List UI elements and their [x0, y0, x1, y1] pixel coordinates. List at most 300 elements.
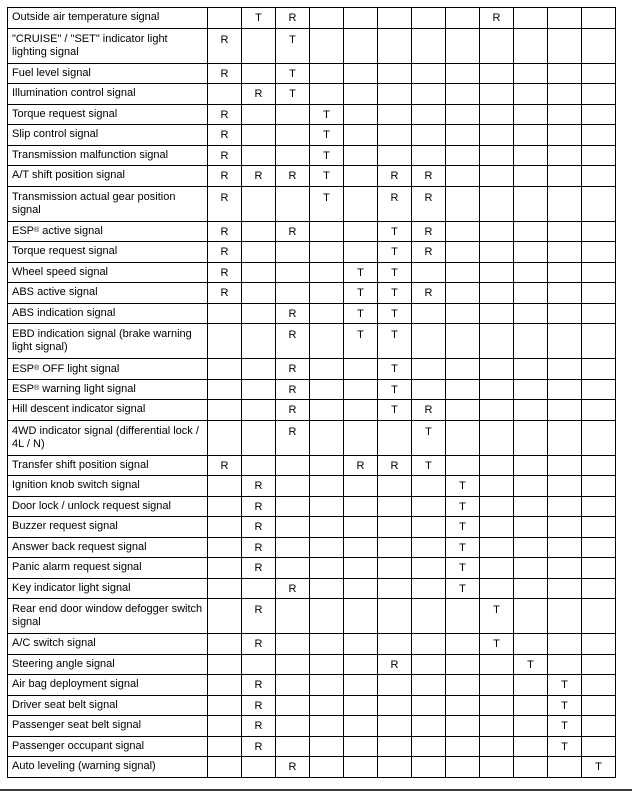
signal-mark-cell: T [344, 303, 378, 324]
signal-mark-cell [480, 262, 514, 283]
signal-mark-cell: R [208, 145, 242, 166]
signal-mark-cell [480, 221, 514, 242]
signal-name-cell [8, 675, 208, 696]
signal-mark-cell [412, 675, 446, 696]
signal-mark-cell [480, 675, 514, 696]
signal-mark-cell [548, 634, 582, 655]
signal-mark-cell [344, 379, 378, 400]
signal-mark-cell [582, 186, 616, 221]
signal-mark-cell [582, 104, 616, 125]
signal-mark-cell [378, 675, 412, 696]
signal-mark-cell [344, 420, 378, 455]
signal-mark-cell: R [276, 379, 310, 400]
table-row [8, 400, 616, 421]
signal-mark-cell: T [378, 400, 412, 421]
signal-name: Torque request signal [12, 245, 118, 258]
signal-mark-cell [514, 455, 548, 476]
signal-mark-cell [344, 242, 378, 263]
signal-name: Passenger seat belt signal [12, 719, 142, 732]
signal-mark-cell [582, 476, 616, 497]
signal-mark-cell: R [242, 476, 276, 497]
signal-name-suffix: warning light signal [39, 383, 136, 396]
signal-mark-cell [480, 186, 514, 221]
signal-mark-cell [276, 283, 310, 304]
signal-mark-cell [208, 84, 242, 105]
signal-mark-cell [378, 84, 412, 105]
signal-mark-cell [208, 420, 242, 455]
signal-mark-cell [548, 303, 582, 324]
signal-mark-cell [412, 303, 446, 324]
table-row [8, 303, 616, 324]
signal-mark-cell [276, 517, 310, 538]
signal-name-cell [8, 400, 208, 421]
signal-mark-cell [344, 400, 378, 421]
table-row [8, 420, 616, 455]
signal-mark-cell [548, 558, 582, 579]
signal-mark-cell [548, 242, 582, 263]
signal-mark-cell: R [208, 283, 242, 304]
signal-mark-cell [208, 695, 242, 716]
signal-mark-cell [446, 695, 480, 716]
signal-mark-cell [446, 221, 480, 242]
signal-mark-cell: R [276, 166, 310, 187]
signal-mark-cell [310, 221, 344, 242]
signal-name-cell [8, 186, 208, 221]
table-row [8, 186, 616, 221]
signal-mark-cell [208, 476, 242, 497]
signal-mark-cell: R [208, 262, 242, 283]
signal-name: Buzzer request signal [12, 520, 118, 533]
signal-mark-cell: T [378, 324, 412, 359]
registered-mark-icon: ® [34, 385, 40, 393]
table-row [8, 242, 616, 263]
signal-mark-cell [480, 283, 514, 304]
signal-mark-cell [242, 359, 276, 380]
signal-mark-cell [344, 28, 378, 63]
signal-mark-cell [208, 8, 242, 29]
signal-mark-cell [446, 379, 480, 400]
signal-mark-cell [548, 84, 582, 105]
signal-mark-cell [548, 420, 582, 455]
signal-mark-cell [208, 716, 242, 737]
table-row [8, 654, 616, 675]
signal-mark-cell: T [276, 28, 310, 63]
signal-mark-cell [480, 242, 514, 263]
signal-matrix-table [7, 7, 616, 778]
signal-mark-cell: R [276, 757, 310, 778]
signal-mark-cell [480, 716, 514, 737]
signal-mark-cell [480, 517, 514, 538]
signal-mark-cell [514, 400, 548, 421]
bottom-rule [0, 789, 632, 791]
signal-mark-cell [446, 303, 480, 324]
signal-mark-cell [514, 84, 548, 105]
table-row [8, 455, 616, 476]
signal-mark-cell [310, 578, 344, 599]
signal-name-cell [8, 63, 208, 84]
table-row [8, 8, 616, 29]
signal-mark-cell [378, 537, 412, 558]
signal-mark-cell [514, 324, 548, 359]
signal-mark-cell [514, 634, 548, 655]
signal-mark-cell [378, 634, 412, 655]
signal-mark-cell: T [378, 221, 412, 242]
signal-name: Panic alarm request signal [12, 561, 142, 574]
signal-mark-cell [344, 125, 378, 146]
signal-mark-cell [446, 8, 480, 29]
signal-mark-cell [582, 578, 616, 599]
signal-mark-cell [412, 145, 446, 166]
signal-mark-cell [582, 654, 616, 675]
signal-mark-cell [412, 537, 446, 558]
signal-mark-cell [378, 63, 412, 84]
signal-mark-cell: R [412, 400, 446, 421]
signal-mark-cell [582, 496, 616, 517]
signal-name-cell [8, 283, 208, 304]
signal-mark-cell [582, 166, 616, 187]
signal-mark-cell [514, 716, 548, 737]
signal-mark-cell [344, 716, 378, 737]
signal-mark-cell [378, 716, 412, 737]
signal-mark-cell [310, 675, 344, 696]
signal-name: Fuel level signal [12, 66, 91, 79]
signal-name: A/C switch signal [12, 637, 96, 650]
signal-mark-cell [276, 125, 310, 146]
signal-name-cell [8, 84, 208, 105]
signal-mark-cell [378, 496, 412, 517]
table-row [8, 558, 616, 579]
signal-mark-cell [344, 145, 378, 166]
signal-mark-cell [548, 578, 582, 599]
signal-mark-cell [242, 242, 276, 263]
registered-mark-icon: ® [34, 364, 40, 372]
signal-mark-cell [582, 517, 616, 538]
signal-mark-cell [344, 476, 378, 497]
signal-mark-cell: R [276, 578, 310, 599]
signal-mark-cell [276, 599, 310, 634]
signal-mark-cell: R [242, 736, 276, 757]
signal-mark-cell: R [412, 242, 446, 263]
signal-mark-cell [412, 84, 446, 105]
table-row [8, 716, 616, 737]
signal-mark-cell: R [344, 455, 378, 476]
signal-mark-cell [344, 359, 378, 380]
signal-mark-cell: R [242, 599, 276, 634]
signal-mark-cell [582, 8, 616, 29]
signal-name: Illumination control signal [12, 87, 136, 100]
signal-mark-cell [446, 125, 480, 146]
signal-mark-cell [276, 104, 310, 125]
signal-name-cell [8, 716, 208, 737]
signal-mark-cell [582, 84, 616, 105]
signal-mark-cell [310, 558, 344, 579]
signal-mark-cell [582, 359, 616, 380]
signal-mark-cell [412, 496, 446, 517]
signal-mark-cell: T [310, 186, 344, 221]
signal-mark-cell [344, 736, 378, 757]
signal-mark-cell [208, 634, 242, 655]
signal-name-cell [8, 496, 208, 517]
signal-name-cell [8, 125, 208, 146]
signal-mark-cell: T [378, 359, 412, 380]
signal-mark-cell [310, 84, 344, 105]
signal-mark-cell: R [412, 283, 446, 304]
signal-mark-cell [276, 537, 310, 558]
signal-mark-cell [514, 63, 548, 84]
signal-name-cell [8, 145, 208, 166]
signal-mark-cell [582, 63, 616, 84]
signal-name: Door lock / unlock request signal [12, 499, 171, 512]
signal-mark-cell: R [242, 716, 276, 737]
signal-mark-cell [446, 675, 480, 696]
table-row [8, 757, 616, 778]
signal-name-suffix: OFF light signal [39, 362, 120, 375]
signal-mark-cell [480, 63, 514, 84]
signal-mark-cell: R [208, 221, 242, 242]
signal-mark-cell: R [208, 63, 242, 84]
signal-mark-cell [276, 496, 310, 517]
table-row [8, 496, 616, 517]
signal-name-cell [8, 324, 208, 359]
signal-mark-cell [208, 736, 242, 757]
signal-mark-cell [514, 359, 548, 380]
signal-mark-cell: T [480, 634, 514, 655]
signal-mark-cell [548, 476, 582, 497]
signal-mark-cell [480, 537, 514, 558]
signal-mark-cell [582, 537, 616, 558]
signal-mark-cell [480, 455, 514, 476]
signal-mark-cell [276, 695, 310, 716]
signal-mark-cell [276, 476, 310, 497]
signal-mark-cell: T [548, 675, 582, 696]
signal-name: Wheel speed signal [12, 265, 109, 278]
signal-table-body [8, 8, 616, 778]
signal-name-cell [8, 104, 208, 125]
signal-mark-cell [276, 558, 310, 579]
signal-mark-cell [446, 400, 480, 421]
signal-mark-cell [548, 221, 582, 242]
signal-mark-cell [208, 324, 242, 359]
signal-mark-cell [582, 379, 616, 400]
signal-mark-cell [378, 125, 412, 146]
signal-name-cell [8, 420, 208, 455]
signal-mark-cell [344, 599, 378, 634]
signal-mark-cell: R [378, 654, 412, 675]
signal-mark-cell [412, 324, 446, 359]
signal-name: Slip control signal [12, 128, 99, 141]
signal-mark-cell [310, 262, 344, 283]
signal-mark-cell: T [378, 242, 412, 263]
signal-mark-cell [310, 476, 344, 497]
signal-mark-cell [344, 104, 378, 125]
signal-name: Driver seat belt signal [12, 698, 118, 711]
signal-name-cell [8, 221, 208, 242]
signal-mark-cell [378, 695, 412, 716]
signal-mark-cell [242, 455, 276, 476]
signal-mark-cell [514, 379, 548, 400]
signal-mark-cell [446, 324, 480, 359]
signal-mark-cell [480, 736, 514, 757]
signal-mark-cell: R [276, 359, 310, 380]
signal-mark-cell [242, 283, 276, 304]
signal-mark-cell: R [242, 166, 276, 187]
signal-mark-cell [310, 757, 344, 778]
signal-mark-cell: T [548, 695, 582, 716]
table-row [8, 675, 616, 696]
signal-mark-cell: T [514, 654, 548, 675]
table-row [8, 166, 616, 187]
signal-mark-cell [548, 324, 582, 359]
signal-mark-cell [344, 517, 378, 538]
registered-mark-icon: ® [34, 227, 40, 235]
signal-mark-cell [378, 599, 412, 634]
signal-mark-cell: T [310, 104, 344, 125]
signal-mark-cell [242, 125, 276, 146]
signal-name-cell [8, 654, 208, 675]
signal-mark-cell [378, 476, 412, 497]
signal-mark-cell: R [378, 166, 412, 187]
signal-mark-cell [548, 455, 582, 476]
signal-mark-cell [208, 578, 242, 599]
signal-mark-cell [276, 634, 310, 655]
signal-name: Air bag deployment signal [12, 678, 139, 691]
signal-mark-cell [242, 757, 276, 778]
signal-mark-cell: R [208, 186, 242, 221]
signal-mark-cell [378, 558, 412, 579]
signal-mark-cell [514, 303, 548, 324]
signal-name: Answer back request signal [12, 540, 147, 553]
signal-mark-cell [344, 578, 378, 599]
signal-mark-cell [276, 654, 310, 675]
signal-mark-cell: R [276, 303, 310, 324]
signal-mark-cell: R [412, 221, 446, 242]
signal-mark-cell: R [242, 558, 276, 579]
signal-mark-cell [480, 166, 514, 187]
signal-mark-cell [514, 578, 548, 599]
signal-mark-cell [480, 558, 514, 579]
signal-name: ABS active signal [12, 286, 98, 299]
table-row [8, 63, 616, 84]
signal-mark-cell [514, 221, 548, 242]
signal-mark-cell [446, 455, 480, 476]
signal-mark-cell [412, 654, 446, 675]
signal-mark-cell: R [276, 8, 310, 29]
signal-mark-cell [276, 262, 310, 283]
signal-mark-cell [480, 28, 514, 63]
signal-mark-cell [208, 558, 242, 579]
table-row [8, 84, 616, 105]
signal-mark-cell: T [548, 716, 582, 737]
signal-mark-cell [548, 28, 582, 63]
signal-mark-cell [582, 28, 616, 63]
signal-mark-cell: T [310, 166, 344, 187]
signal-mark-cell: T [378, 262, 412, 283]
signal-mark-cell [378, 578, 412, 599]
signal-mark-cell: R [242, 537, 276, 558]
signal-mark-cell [344, 675, 378, 696]
signal-mark-cell [514, 757, 548, 778]
signal-name-cell [8, 599, 208, 634]
signal-mark-cell [378, 736, 412, 757]
signal-mark-cell [310, 8, 344, 29]
signal-name: ABS indication signal [12, 306, 116, 319]
table-row [8, 634, 616, 655]
signal-name: Torque request signal [12, 107, 118, 120]
signal-mark-cell [548, 262, 582, 283]
signal-mark-cell: T [378, 283, 412, 304]
signal-mark-cell [446, 654, 480, 675]
signal-name-cell [8, 517, 208, 538]
signal-mark-cell: R [276, 324, 310, 359]
signal-name-cell [8, 379, 208, 400]
signal-name-cell [8, 8, 208, 29]
signal-mark-cell [242, 379, 276, 400]
signal-name-cell [8, 242, 208, 263]
signal-mark-cell [310, 324, 344, 359]
signal-mark-cell [446, 757, 480, 778]
signal-mark-cell: T [276, 84, 310, 105]
signal-name-cell [8, 537, 208, 558]
signal-mark-cell [514, 28, 548, 63]
signal-mark-cell [412, 695, 446, 716]
signal-mark-cell [412, 104, 446, 125]
signal-mark-cell [208, 517, 242, 538]
signal-mark-cell: R [480, 8, 514, 29]
signal-mark-cell [412, 517, 446, 538]
signal-mark-cell [514, 695, 548, 716]
signal-mark-cell [310, 654, 344, 675]
signal-mark-cell [480, 695, 514, 716]
signal-mark-cell [344, 63, 378, 84]
signal-name-cell [8, 455, 208, 476]
signal-name: Hill descent indicator signal [12, 403, 146, 416]
signal-mark-cell [480, 420, 514, 455]
signal-mark-cell [480, 324, 514, 359]
signal-mark-cell [310, 736, 344, 757]
signal-mark-cell: R [378, 186, 412, 221]
signal-name-cell [8, 303, 208, 324]
signal-mark-cell [548, 496, 582, 517]
signal-mark-cell [480, 496, 514, 517]
signal-mark-cell [582, 221, 616, 242]
signal-name: 4WD indicator signal (differential lock / 4L / N) [12, 424, 199, 450]
signal-name: ESP [12, 383, 35, 396]
signal-mark-cell [582, 324, 616, 359]
signal-mark-cell: R [208, 455, 242, 476]
signal-mark-cell [208, 537, 242, 558]
signal-mark-cell: R [208, 166, 242, 187]
signal-mark-cell [242, 578, 276, 599]
signal-mark-cell [242, 654, 276, 675]
table-row [8, 476, 616, 497]
signal-mark-cell [514, 537, 548, 558]
signal-mark-cell [548, 8, 582, 29]
signal-name-cell [8, 578, 208, 599]
signal-mark-cell [310, 455, 344, 476]
signal-mark-cell [208, 654, 242, 675]
signal-name: A/T shift position signal [12, 169, 125, 182]
signal-mark-cell [480, 654, 514, 675]
signal-mark-cell [582, 634, 616, 655]
signal-mark-cell [378, 8, 412, 29]
signal-mark-cell [310, 517, 344, 538]
signal-mark-cell [310, 537, 344, 558]
signal-mark-cell [310, 242, 344, 263]
signal-name: ESP [12, 362, 35, 375]
signal-mark-cell [242, 221, 276, 242]
signal-mark-cell [548, 166, 582, 187]
signal-mark-cell [548, 379, 582, 400]
